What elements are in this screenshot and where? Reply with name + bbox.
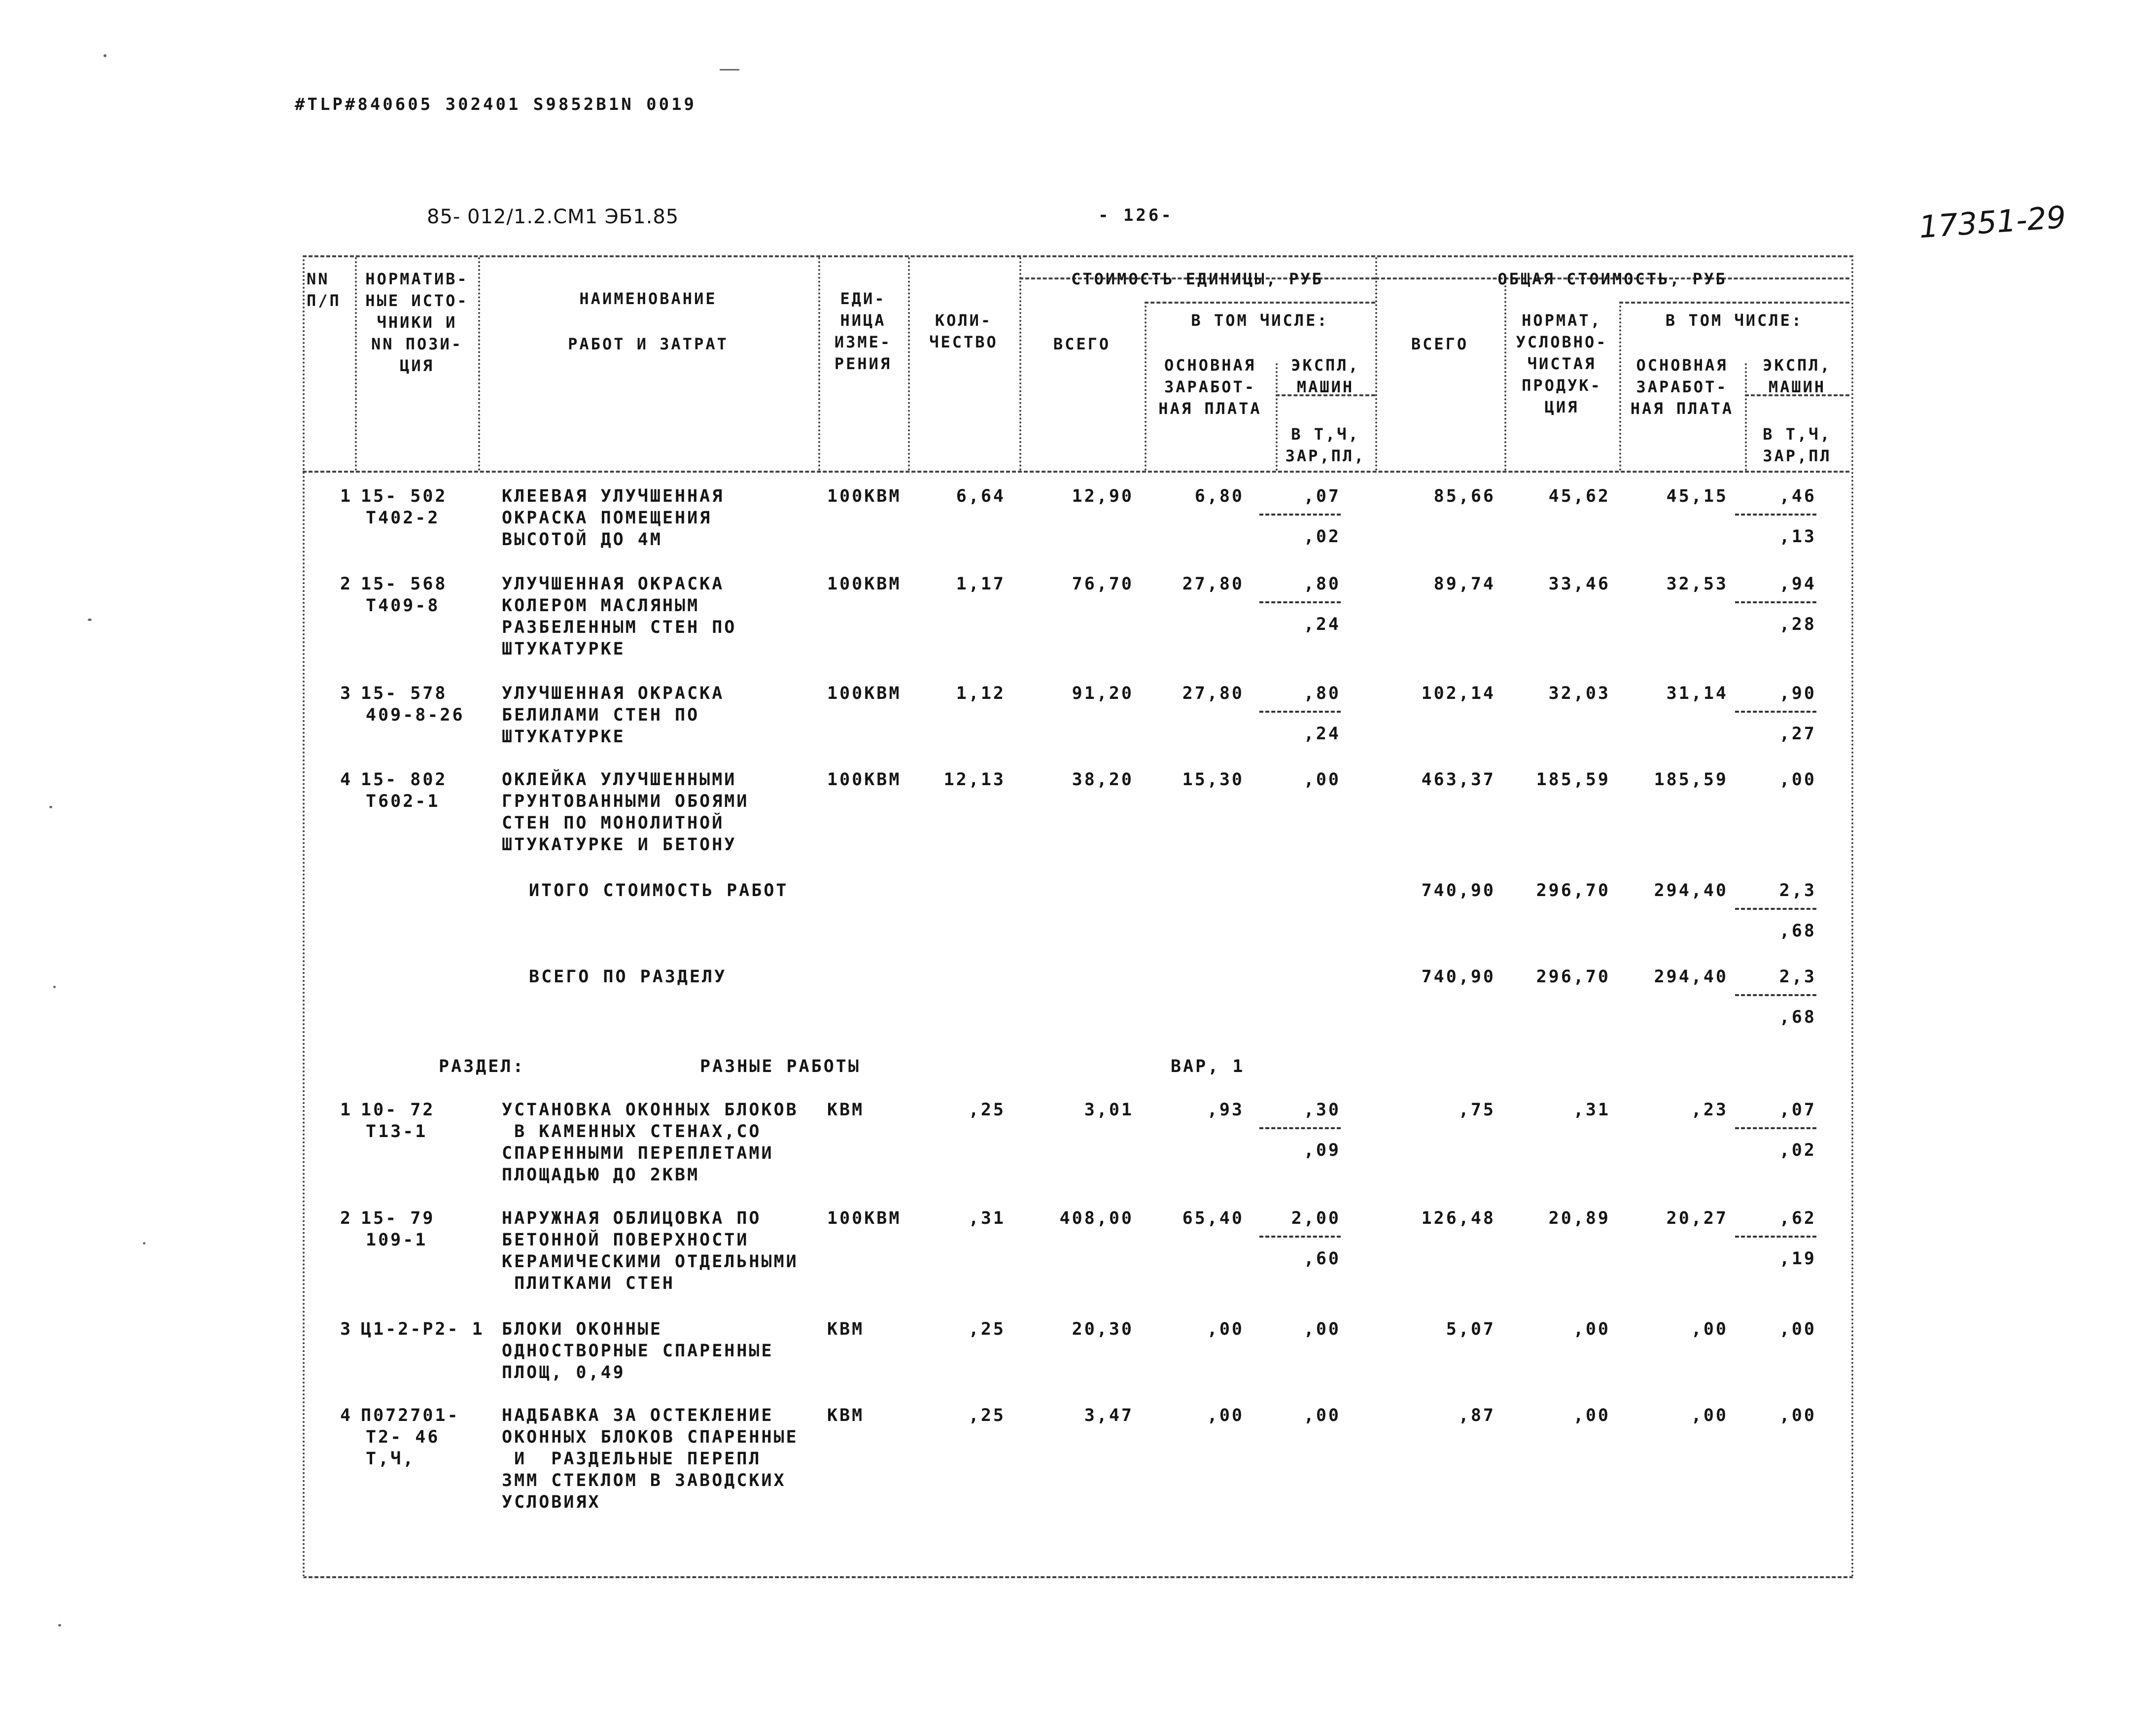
table-cell: П072701-: [361, 1406, 460, 1425]
column-header: ЦИЯ: [400, 356, 434, 375]
column-header: В Т,Ч,: [1291, 425, 1360, 444]
grid-hline: [303, 471, 1849, 473]
table-cell: БЕЛИЛАМИ СТЕН ПО: [502, 705, 700, 725]
subtotal-divider: [1259, 1127, 1341, 1129]
table-cell: 85,66: [1433, 486, 1495, 506]
table-cell: ,25: [968, 1319, 1006, 1339]
table-cell: 3,01: [1084, 1100, 1134, 1120]
column-header: ЭКСПЛ,: [1291, 356, 1360, 375]
subtotal-divider: [1259, 711, 1341, 713]
table-cell: УСЛОВИЯХ: [502, 1492, 601, 1512]
table-cell: ,25: [968, 1406, 1006, 1425]
table-cell: 2,00: [1291, 1209, 1341, 1228]
scan-speck: [58, 1624, 61, 1626]
column-header: ЦИЯ: [1544, 398, 1579, 416]
column-header: ЗАРАБОТ-: [1164, 378, 1256, 396]
table-cell: 15- 502: [361, 486, 448, 506]
table-cell: 294,40: [1654, 881, 1728, 900]
table-cell: 10- 72: [361, 1100, 435, 1120]
column-header: СТОИМОСТЬ ЕДИНИЦЫ, РУБ: [1071, 270, 1323, 288]
table-cell: 3: [340, 1319, 353, 1339]
table-cell: 100КВМ: [827, 486, 902, 506]
table-cell: ,75: [1458, 1100, 1495, 1120]
column-header: ПРОДУК-: [1522, 376, 1602, 395]
table-cell: ВСЕГО ПО РАЗДЕЛУ: [529, 967, 727, 987]
column-header: ЭКСПЛ,: [1763, 356, 1832, 375]
scan-speck: [143, 1242, 145, 1245]
table-cell: НАРУЖНАЯ ОБЛИЦОВКА ПО: [502, 1209, 762, 1228]
table-cell: КВМ: [827, 1100, 865, 1120]
table-cell: 6,80: [1194, 486, 1244, 506]
table-cell: 89,74: [1433, 574, 1495, 594]
table-cell: 3: [340, 684, 353, 703]
table-cell: ,46: [1779, 486, 1816, 506]
grid-hline: [1145, 302, 1375, 304]
table-cell: Т602-1: [366, 792, 440, 811]
table-cell: 31,14: [1666, 684, 1728, 703]
table-cell: ШТУКАТУРКЕ И БЕТОНУ: [502, 835, 737, 855]
column-header: УСЛОВНО-: [1516, 333, 1608, 351]
column-header: РЕНИЯ: [834, 354, 892, 373]
table-cell: 15- 568: [361, 574, 448, 594]
page-number: - 126-: [1098, 206, 1174, 225]
table-cell: ,00: [1573, 1319, 1610, 1339]
table-cell: НАДБАВКА ЗА ОСТЕКЛЕНИЕ: [502, 1406, 774, 1425]
table-cell: ,07: [1303, 486, 1341, 506]
table-cell: КОЛЕРОМ МАСЛЯНЫМ: [502, 596, 700, 616]
table-cell: Т402-2: [366, 508, 440, 528]
table-cell: ,31: [968, 1209, 1006, 1228]
table-cell: КВМ: [827, 1406, 865, 1425]
table-cell: КВМ: [827, 1319, 865, 1339]
table-cell: 296,70: [1536, 881, 1610, 900]
column-header: НАИМЕНОВАНИЕ: [579, 289, 717, 308]
grid-vline: [1375, 257, 1377, 471]
table-cell: КЕРАМИЧЕСКИМИ ОТДЕЛЬНЫМИ: [502, 1252, 799, 1272]
table-cell: ,00: [1303, 1319, 1341, 1339]
column-header: МАШИН: [1768, 378, 1826, 396]
subtotal-divider: [1259, 514, 1341, 516]
subtotal-divider: [1735, 711, 1816, 713]
table-cell: 126,48: [1421, 1209, 1495, 1228]
grid-hline: [1619, 302, 1849, 304]
table-cell: 76,70: [1072, 574, 1134, 594]
table-cell: 296,70: [1536, 967, 1610, 987]
table-cell: 1: [340, 486, 353, 506]
subtotal-divider: [1735, 601, 1816, 603]
table-cell: ,31: [1573, 1100, 1610, 1120]
column-header: ВСЕГО: [1411, 335, 1469, 353]
table-cell: 15- 802: [361, 770, 448, 790]
table-cell: 408,00: [1059, 1209, 1134, 1228]
table-cell: 20,89: [1548, 1209, 1610, 1228]
column-header: НИЦА: [840, 311, 886, 330]
table-cell: ,00: [1303, 770, 1341, 790]
scan-speck: [104, 54, 106, 57]
table-cell: 3,47: [1084, 1406, 1134, 1425]
table-cell: ШТУКАТУРКЕ: [502, 639, 626, 659]
subtotal-divider: [1735, 1127, 1816, 1129]
table-cell: 45,15: [1666, 486, 1728, 506]
table-cell: ОКОННЫХ БЛОКОВ СПАРЕННЫЕ: [502, 1427, 799, 1447]
table-cell: РАЗБЕЛЕННЫМ СТЕН ПО: [502, 618, 737, 637]
document-code-line: #TLP#840605 302401 S9852B1N 0019: [295, 95, 697, 114]
table-cell: 20,27: [1666, 1209, 1728, 1228]
table-cell: 4: [340, 770, 353, 790]
table-cell: 33,46: [1548, 574, 1610, 594]
subtotal-divider: [1259, 1236, 1341, 1238]
table-cell: ОКЛЕЙКА УЛУЧШЕННЫМИ: [502, 770, 737, 790]
section-variant: ВАР, 1: [1171, 1057, 1245, 1076]
table-cell: ,00: [1303, 1406, 1341, 1425]
table-cell: УЛУЧШЕННАЯ ОКРАСКА: [502, 684, 725, 703]
table-cell: ,00: [1691, 1406, 1728, 1425]
column-header: НЫЕ ИСТО-: [365, 291, 469, 310]
column-header: НОРМАТ,: [1522, 311, 1602, 330]
table-cell: ,02: [1779, 1141, 1816, 1160]
table-cell: БЛОКИ ОКОННЫЕ: [502, 1319, 662, 1339]
table-cell: ,60: [1303, 1249, 1341, 1269]
column-header: ЕДИ-: [840, 289, 886, 308]
table-cell: 38,20: [1072, 770, 1134, 790]
table-cell: ,68: [1779, 921, 1816, 941]
table-cell: 32,03: [1548, 684, 1610, 703]
table-cell: ,68: [1779, 1007, 1816, 1027]
table-cell: ,02: [1303, 527, 1341, 547]
table-cell: ,00: [1207, 1319, 1244, 1339]
table-cell: ,13: [1779, 527, 1816, 547]
column-header: NN ПОЗИ-: [371, 335, 463, 353]
table-cell: 185,59: [1654, 770, 1728, 790]
column-header: В ТОМ ЧИСЛЕ:: [1665, 311, 1804, 330]
table-cell: 740,90: [1421, 967, 1495, 987]
table-cell: ПЛОЩ, 0,49: [502, 1363, 626, 1383]
column-header: ВСЕГО: [1053, 335, 1111, 353]
grid-vline: [1019, 257, 1021, 471]
table-cell: ,00: [1573, 1406, 1610, 1425]
table-cell: 1,17: [956, 574, 1006, 594]
handwritten-number: 17351-29: [1917, 199, 2067, 245]
column-header: КОЛИ-: [935, 311, 993, 330]
table-cell: ,00: [1207, 1406, 1244, 1425]
table-cell: ,00: [1779, 770, 1816, 790]
column-header: ЗАР,ПЛ: [1763, 447, 1832, 465]
column-header: ОСНОВНАЯ: [1636, 356, 1728, 375]
table-cell: ,07: [1779, 1100, 1816, 1120]
table-cell: 6,64: [956, 486, 1006, 506]
table-cell: ,30: [1303, 1100, 1341, 1120]
column-header: В Т,Ч,: [1763, 425, 1832, 444]
table-cell: ,00: [1779, 1319, 1816, 1339]
table-cell: 1: [340, 1100, 353, 1120]
table-cell: Т,Ч,: [366, 1449, 416, 1469]
table-cell: 100КВМ: [827, 684, 902, 703]
table-cell: 2: [340, 574, 353, 594]
table-cell: ИТОГО СТОИМОСТЬ РАБОТ: [529, 881, 789, 900]
table-cell: СПАРЕННЫМИ ПЕРЕПЛЕТАМИ: [502, 1143, 774, 1163]
table-cell: 32,53: [1666, 574, 1728, 594]
table-cell: 294,40: [1654, 967, 1728, 987]
scan-speck: [720, 69, 739, 70]
table-cell: ШТУКАТУРКЕ: [502, 727, 626, 747]
table-cell: ,94: [1779, 574, 1816, 594]
table-cell: 5,07: [1446, 1319, 1495, 1339]
document-id: 85- 012/1.2.СМ1 ЭБ1.85: [427, 206, 679, 228]
column-header: ЗАР,ПЛ,: [1285, 447, 1366, 465]
subtotal-divider: [1735, 908, 1816, 910]
section-label: РАЗДЕЛ:: [439, 1057, 525, 1076]
table-cell: 100КВМ: [827, 1209, 902, 1228]
table-cell: 15- 79: [361, 1209, 435, 1228]
subtotal-divider: [1735, 1236, 1816, 1238]
table-cell: ,62: [1779, 1209, 1816, 1228]
table-cell: 100КВМ: [827, 770, 902, 790]
table-cell: 91,20: [1072, 684, 1134, 703]
table-cell: УЛУЧШЕННАЯ ОКРАСКА: [502, 574, 725, 594]
scan-speck: [49, 806, 52, 808]
table-cell: ,24: [1303, 615, 1341, 634]
table-cell: СТЕН ПО МОНОЛИТНОЙ: [502, 813, 725, 833]
table-cell: 109-1: [366, 1230, 428, 1250]
table-cell: 27,80: [1182, 684, 1244, 703]
scan-speck: [53, 986, 56, 988]
table-cell: 185,59: [1536, 770, 1610, 790]
table-cell: 27,80: [1182, 574, 1244, 594]
subtotal-divider: [1735, 514, 1816, 516]
table-cell: ,09: [1303, 1141, 1341, 1160]
table-cell: 15- 578: [361, 684, 448, 703]
table-cell: ,80: [1303, 574, 1341, 594]
grid-vline: [478, 257, 480, 471]
table-cell: 65,40: [1182, 1209, 1244, 1228]
column-header: NN: [307, 270, 330, 288]
table-cell: ,27: [1779, 724, 1816, 744]
table-cell: В КАМЕННЫХ СТЕНАХ,СО: [502, 1122, 762, 1141]
grid-vline: [1504, 277, 1506, 471]
table-cell: ПЛИТКАМИ СТЕН: [502, 1274, 675, 1293]
table-cell: ОДНОСТВОРНЫЕ СПАРЕННЫЕ: [502, 1341, 774, 1361]
table-cell: КЛЕЕВАЯ УЛУЧШЕННАЯ: [502, 486, 725, 506]
table-cell: ,80: [1303, 684, 1341, 703]
table-cell: 12,13: [943, 770, 1006, 790]
table-cell: 2,3: [1779, 881, 1816, 900]
table-cell: И РАЗДЕЛЬНЫЕ ПЕРЕПЛ: [502, 1449, 762, 1469]
table-cell: ,28: [1779, 615, 1816, 634]
column-header: МАШИН: [1296, 378, 1355, 396]
column-header: ЧНИКИ И: [377, 313, 457, 332]
table-cell: ,19: [1779, 1249, 1816, 1269]
table-cell: ,00: [1691, 1319, 1728, 1339]
table-cell: 102,14: [1421, 684, 1495, 703]
table-cell: 100КВМ: [827, 574, 902, 594]
table-cell: 740,90: [1421, 881, 1495, 900]
table-cell: Ц1-2-Р2- 1: [361, 1319, 485, 1339]
table-cell: УСТАНОВКА ОКОННЫХ БЛОКОВ: [502, 1100, 799, 1120]
column-header: ЧИСТАЯ: [1527, 354, 1597, 373]
column-header: В ТОМ ЧИСЛЕ:: [1191, 311, 1329, 330]
table-cell: 15,30: [1182, 770, 1244, 790]
column-header: РАБОТ И ЗАТРАТ: [568, 335, 729, 353]
table-cell: 463,37: [1421, 770, 1495, 790]
table-cell: ГРУНТОВАННЫМИ ОБОЯМИ: [502, 792, 749, 811]
column-header: НАЯ ПЛАТА: [1630, 399, 1734, 418]
table-cell: ВЫСОТОЙ ДО 4М: [502, 530, 662, 550]
subtotal-divider: [1735, 994, 1816, 996]
table-cell: Т13-1: [366, 1122, 428, 1141]
table-cell: Т409-8: [366, 596, 440, 616]
table-cell: ,23: [1691, 1100, 1728, 1120]
section-title: РАЗНЫЕ РАБОТЫ: [700, 1057, 861, 1076]
scan-speck: [88, 619, 92, 621]
column-header: ЧЕСТВО: [929, 333, 998, 351]
subtotal-divider: [1259, 601, 1341, 603]
column-header: ИЗМЕ-: [834, 333, 892, 351]
table-cell: ОКРАСКА ПОМЕЩЕНИЯ: [502, 508, 712, 528]
table-cell: ,90: [1779, 684, 1816, 703]
table-cell: Т2- 46: [366, 1427, 440, 1447]
table-cell: 45,62: [1548, 486, 1610, 506]
table-cell: ,87: [1458, 1406, 1495, 1425]
table-cell: 4: [340, 1406, 353, 1425]
column-header: НОРМАТИВ-: [365, 270, 469, 288]
column-header: П/П: [307, 291, 341, 310]
table-cell: БЕТОННОЙ ПОВЕРХНОСТИ: [502, 1230, 749, 1250]
table-cell: 1,12: [956, 684, 1006, 703]
grid-vline: [908, 257, 910, 471]
column-header: ОБЩАЯ СТОИМОСТЬ, РУБ: [1497, 270, 1727, 288]
table-cell: 20,30: [1072, 1319, 1134, 1339]
table-cell: 3ММ СТЕКЛОМ В ЗАВОДСКИХ: [502, 1471, 786, 1490]
table-cell: ,93: [1207, 1100, 1244, 1120]
table-cell: 2,3: [1779, 967, 1816, 987]
table-cell: ПЛОЩАДЬЮ ДО 2КВМ: [502, 1165, 700, 1185]
table-cell: 409-8-26: [366, 705, 465, 725]
column-header: НАЯ ПЛАТА: [1158, 399, 1262, 418]
table-cell: ,24: [1303, 724, 1341, 744]
table-cell: ,25: [968, 1100, 1006, 1120]
column-header: ЗАРАБОТ-: [1636, 378, 1728, 396]
table-cell: ,00: [1779, 1406, 1816, 1425]
table-cell: 2: [340, 1209, 353, 1228]
column-header: ОСНОВНАЯ: [1164, 356, 1256, 375]
table-cell: 12,90: [1072, 486, 1134, 506]
